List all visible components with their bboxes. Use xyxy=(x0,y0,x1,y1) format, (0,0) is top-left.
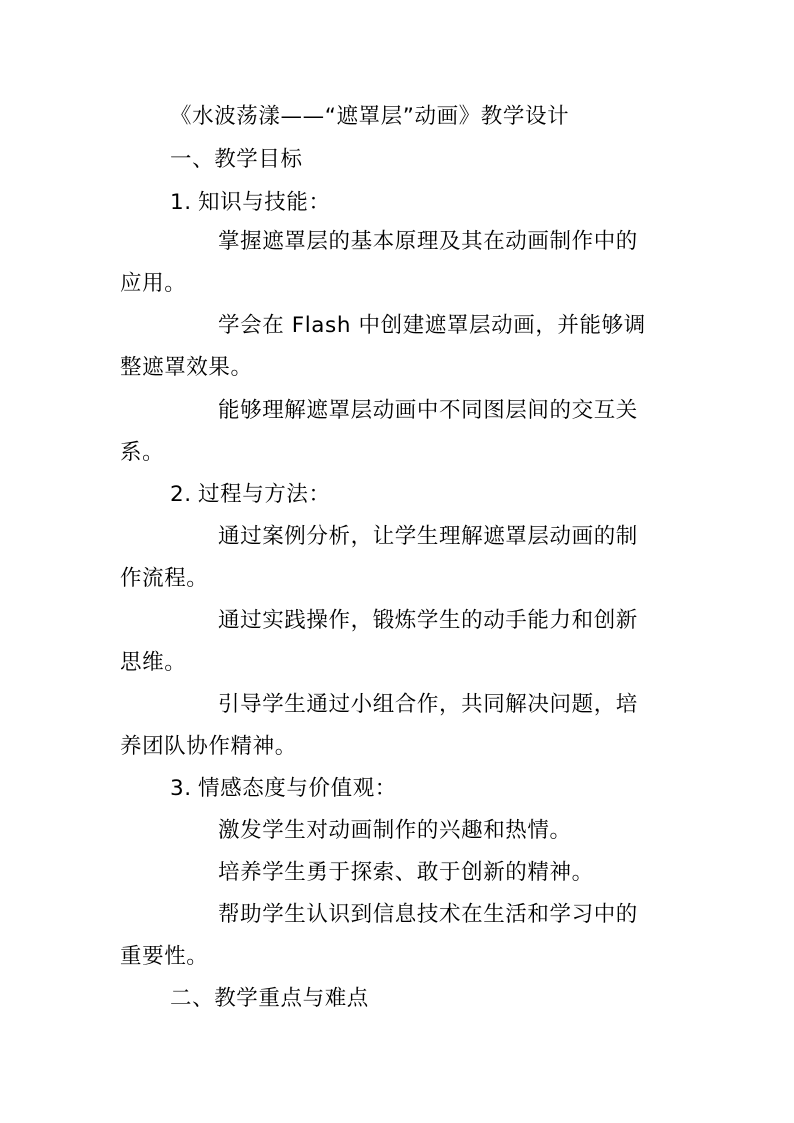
subheading-process-methods xyxy=(170,480,331,510)
paragraph-line: 能够理解遮罩层动画中不同图层间的交互关 xyxy=(218,398,638,423)
paragraph-line: 通过实践操作，锻炼学生的动手能力和创新 xyxy=(218,608,638,633)
subheading-label: 情感态度与价值观： xyxy=(198,776,397,801)
subheading-number: 1. xyxy=(170,190,192,215)
section-heading-key-points: 二、教学重点与难点 xyxy=(170,986,369,1011)
paragraph-line: 引导学生通过小组合作，共同解决问题，培 xyxy=(218,692,638,717)
paragraph-line: 养团队协作精神。 xyxy=(120,734,297,759)
paragraph-line: 整遮罩效果。 xyxy=(120,355,253,380)
paragraph-line: 帮助学生认识到信息技术在生活和学习中的 xyxy=(218,902,638,927)
subheading-number: 2. xyxy=(170,482,192,507)
subheading-label: 知识与技能： xyxy=(198,190,331,215)
paragraph-line: 重要性。 xyxy=(120,944,209,969)
paragraph-line: 学会在 Flash 中创建遮罩层动画，并能够调 xyxy=(218,313,646,338)
subheading-knowledge-skills xyxy=(170,188,331,218)
paragraph-line: 作流程。 xyxy=(120,566,209,591)
paragraph-line: 思维。 xyxy=(120,650,187,675)
paragraph-line: 培养学生勇于探索、敢于创新的精神。 xyxy=(218,860,594,885)
paragraph-line: 掌握遮罩层的基本原理及其在动画制作中的 xyxy=(218,229,638,254)
paragraph-line: 激发学生对动画制作的兴趣和热情。 xyxy=(218,818,572,843)
paragraph-line: 系。 xyxy=(120,440,165,465)
section-heading-teaching-goals: 一、教学目标 xyxy=(170,147,303,172)
subheading-attitudes-values xyxy=(170,774,397,804)
document-title: 《水波荡漾——“遮罩层”动画》教学设计 xyxy=(170,104,570,129)
paragraph-line: 应用。 xyxy=(120,271,187,296)
subheading-number: 3. xyxy=(170,776,192,801)
subheading-label: 过程与方法： xyxy=(198,482,331,507)
paragraph-line: 通过案例分析，让学生理解遮罩层动画的制 xyxy=(218,524,638,549)
